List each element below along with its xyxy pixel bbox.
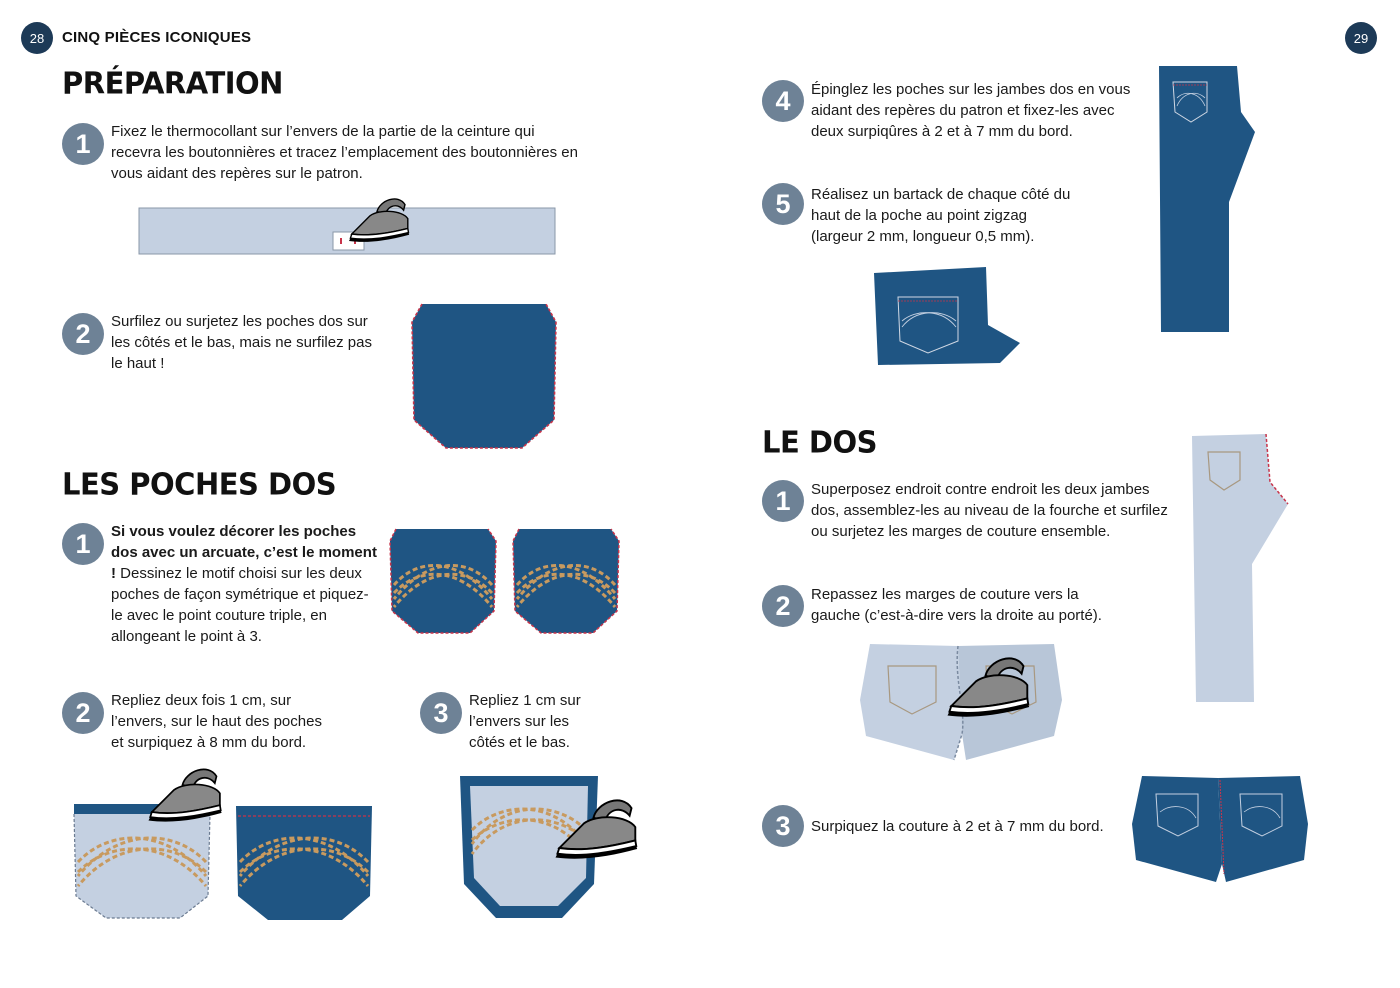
running-title: CINQ PIÈCES ICONIQUES <box>62 29 252 46</box>
pockets-arcuate-illustration <box>388 527 633 637</box>
step-badge: 2 <box>62 692 104 734</box>
back-seam-topstitched-illustration <box>1132 774 1312 884</box>
waistband-illustration <box>138 200 558 260</box>
step-badge: 1 <box>762 480 804 522</box>
page-number-right: 29 <box>1345 22 1377 54</box>
leg-back-dark-illustration <box>1155 62 1265 337</box>
step-badge: 3 <box>420 692 462 734</box>
step-text-bold: Si vous voulez décorer les poches dos avec un arcuate, c’est le moment ! <box>111 523 377 582</box>
step-text: Épinglez les poches sur les jambes dos en vous aidant des repères du patron et fixez-les avec deux surpiqûres à 2 et à 7 mm du bord. <box>811 81 1131 140</box>
step-text: Repliez deux fois 1 cm, sur l’envers, sur le haut des poches et surpiquez à 8 mm du bord. <box>111 692 322 751</box>
step-text: Fixez le thermocollant sur l’envers de la partie de la ceinture qui recevra les boutonnières et tracez l’emplacement des boutonnières en vous aidant des repères sur le patron. <box>111 123 578 182</box>
step-text: Repliez 1 cm sur l’envers sur les côtés et le bas. <box>469 692 581 751</box>
pocket-overlocked-illustration <box>410 300 560 455</box>
page-number-left: 28 <box>21 22 53 54</box>
step-text: Surfilez ou surjetez les poches dos sur les côtés et le bas, mais ne surfilez pas le haut ! <box>111 313 372 372</box>
step-text: Réalisez un bartack de chaque côté du haut de la poche au point zigzag (largeur 2 mm, longueur 0,5 mm). <box>811 186 1071 245</box>
step-badge: 1 <box>62 123 104 165</box>
leg-back-light-illustration <box>1188 432 1298 707</box>
step-text: Repassez les marges de couture vers la gauche (c’est-à-dire vers la droite au porté). <box>811 586 1102 624</box>
back-seam-pressing-illustration <box>858 640 1073 770</box>
step-badge: 4 <box>762 80 804 122</box>
step-badge: 1 <box>62 523 104 565</box>
step-badge: 5 <box>762 183 804 225</box>
section-title-le-dos: LE DOS <box>762 424 877 460</box>
pocket-hem-light-illustration <box>70 766 220 926</box>
step-badge: 2 <box>762 585 804 627</box>
step-text: Surpiquez la couture à 2 et à 7 mm du bord. <box>811 818 1104 835</box>
step-text: Superposez endroit contre endroit les deux jambes dos, assemblez-les au niveau de la fourche et surfilez ou surjetez les marges de couture ensemble. <box>811 481 1168 540</box>
step-text <box>111 521 379 647</box>
step-badge: 3 <box>762 805 804 847</box>
step-text-rest: Dessinez le motif choisi sur les deux poches de façon symétrique et piquez-le avec le point couture triple, en allongeant le point à 3. <box>111 565 369 645</box>
pocket-fold-sides-illustration <box>458 774 648 924</box>
pocket-hem-dark-illustration <box>234 804 379 926</box>
step-badge: 2 <box>62 313 104 355</box>
section-title-poches-dos: LES POCHES DOS <box>62 466 337 502</box>
section-title-preparation: PRÉPARATION <box>62 65 283 101</box>
pocket-on-fabric-illustration <box>870 265 1025 370</box>
